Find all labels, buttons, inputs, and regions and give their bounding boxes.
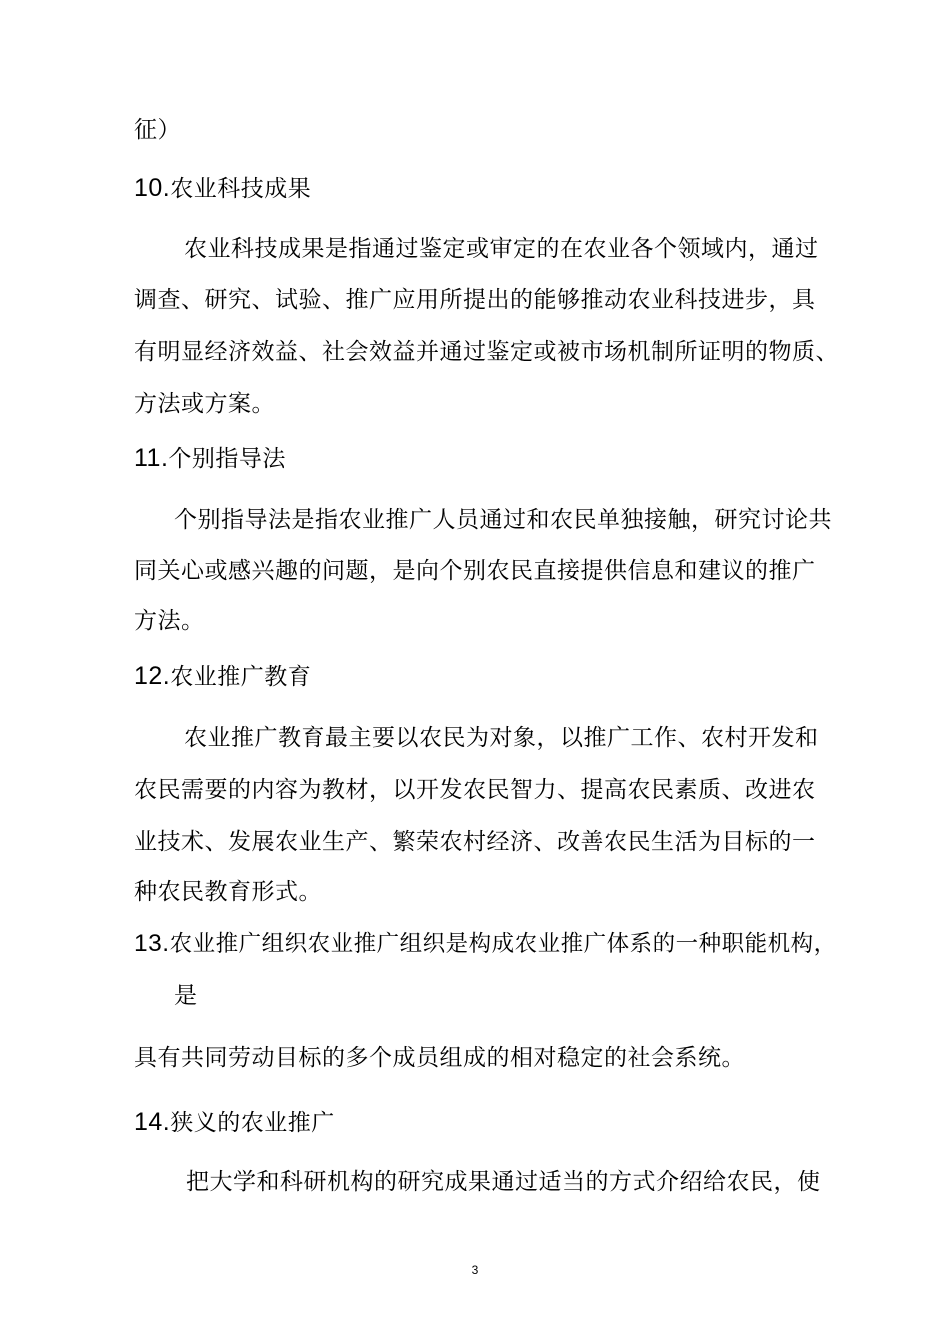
paragraph-line: 调查、研究、试验、推广应用所提出的能够推动农业科技进步，具 [134, 287, 816, 313]
heading-10 [134, 172, 311, 205]
heading-13 [134, 928, 837, 960]
heading-title: 狭义的农业推广 [170, 1110, 335, 1136]
heading-14 [134, 1106, 335, 1139]
page-number: 3 [471, 1263, 479, 1277]
paragraph-line: 个别指导法是指农业推广人员通过和农民单独接触，研究讨论共 [174, 507, 832, 533]
heading-title: 农业推广教育 [170, 664, 312, 690]
paragraph-line: 农民需要的内容为教材，以开发农民智力、提高农民素质、改进农 [134, 777, 816, 803]
paragraph-line: 农业推广教育最主要以农民为对象，以推广工作、农村开发和 [184, 725, 819, 751]
paragraph-line: 同关心或感兴趣的问题，是向个别农民直接提供信息和建议的推广 [134, 558, 816, 584]
paragraph-line: 有明显经济效益、社会效益并通过鉴定或被市场机制所证明的物质、 [134, 339, 839, 365]
heading-number: 14. [134, 1108, 171, 1136]
paragraph-line: 业技术、发展农业生产、繁荣农村经济、改善农民生活为目标的一 [134, 829, 816, 855]
heading-12 [134, 660, 311, 693]
heading-number: 12. [134, 662, 171, 690]
heading-title: 个别指导法 [168, 446, 286, 472]
heading-title: 农业推广组织农业推广组织是构成农业推广体系的一种职能机构， [169, 931, 837, 957]
heading-title: 农业科技成果 [170, 176, 312, 202]
paragraph-line: 农业科技成果是指通过鉴定或审定的在农业各个领域内，通过 [184, 236, 819, 262]
heading-13-continuation: 是 [174, 983, 198, 1009]
heading-number: 11. [134, 444, 169, 472]
paragraph-line: 具有共同劳动目标的多个成员组成的相对稳定的社会系统。 [134, 1045, 745, 1071]
paragraph-line: 种农民教育形式。 [134, 879, 322, 905]
heading-11 [134, 442, 286, 475]
continuation-line: 征） [134, 117, 181, 143]
heading-number: 10. [134, 174, 171, 202]
paragraph-line: 把大学和科研机构的研究成果通过适当的方式介绍给农民，使 [186, 1169, 821, 1195]
paragraph-line: 方法。 [134, 608, 205, 634]
paragraph-line: 方法或方案。 [134, 391, 275, 417]
heading-number: 13. [134, 930, 170, 957]
